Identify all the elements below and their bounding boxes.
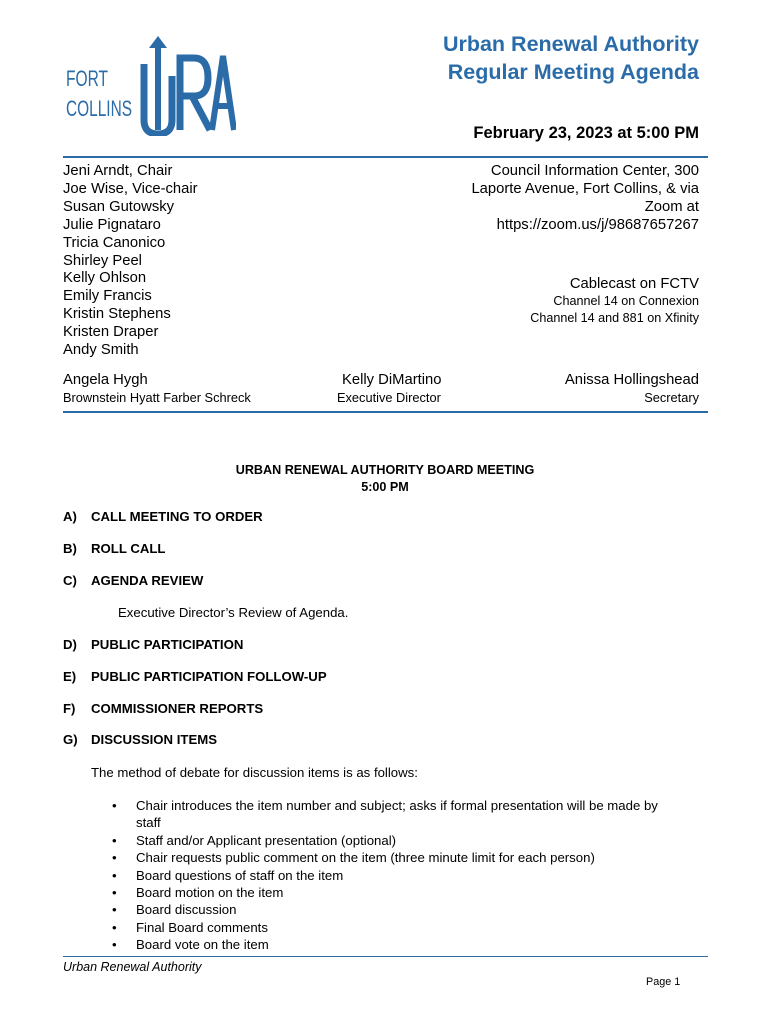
staff-divider [63, 411, 708, 413]
member-name: Andy Smith [63, 342, 139, 359]
location-line: Laporte Avenue, Fort Collins, & via [471, 180, 699, 197]
agenda-item-letter: F) [63, 701, 76, 716]
agenda-item-letter: D) [63, 637, 77, 652]
agenda-item-label: AGENDA REVIEW [91, 573, 204, 588]
list-item: • Chair introduces the item number and subject; asks if formal presentation will be made by staff [112, 797, 712, 832]
ura-logo [64, 34, 236, 136]
title-line-1: Urban Renewal Authority [442, 32, 699, 56]
meeting-location [471, 163, 699, 235]
footer-org: Urban Renewal Authority [63, 960, 202, 974]
board-meeting-heading [0, 462, 770, 496]
agenda-item [63, 669, 327, 684]
staff-name-attorney: Angela Hygh [63, 372, 148, 388]
agenda-item [63, 637, 243, 652]
list-item: • Board questions of staff on the item [112, 867, 712, 884]
board-meeting-title: URBAN RENEWAL AUTHORITY BOARD MEETING [235, 463, 535, 477]
board-meeting-time: 5:00 PM [361, 480, 409, 494]
staff-role-attorney: Brownstein Hyatt Farber Schreck [63, 390, 251, 405]
agenda-item-label: COMMISSIONER REPORTS [91, 701, 264, 716]
discussion-steps [112, 797, 712, 954]
agenda-title [443, 30, 699, 86]
agenda-item [63, 701, 263, 716]
list-item: • Board discussion [112, 901, 712, 918]
cablecast-info [530, 275, 699, 327]
header-divider [63, 156, 708, 158]
member-name: Joe Wise, Vice-chair [63, 180, 198, 197]
list-item: • Staff and/or Applicant presentation (optional) [112, 832, 712, 849]
list-item: • Chair requests public comment on the item (three minute limit for each person) [112, 849, 712, 866]
board-members-list [63, 163, 198, 360]
page-number: Page 1 [646, 976, 681, 988]
discussion-intro: The method of debate for discussion items is as follows: [91, 765, 418, 780]
agenda-item-letter: C) [63, 573, 77, 588]
agenda-item-label: DISCUSSION ITEMS [91, 732, 218, 747]
agenda-item [63, 509, 263, 524]
agenda-item-letter: A) [63, 509, 77, 524]
member-name: Kristen Draper [63, 324, 159, 341]
title-line-2: Regular Meeting Agenda [447, 60, 699, 84]
list-item: • Final Board comments [112, 919, 712, 936]
member-name: Tricia Canonico [63, 234, 166, 251]
logo-arrow-head [149, 36, 167, 48]
logo-collins: COLLINS [66, 96, 132, 121]
logo-fort: FORT [66, 66, 108, 91]
agenda-item-letter: B) [63, 541, 77, 556]
agenda-item-label: PUBLIC PARTICIPATION [91, 637, 244, 652]
agenda-review-note: Executive Director’s Review of Agenda. [118, 605, 349, 620]
list-item: • Board motion on the item [112, 884, 712, 901]
member-name: Kelly Ohlson [63, 270, 147, 287]
agenda-item-label: PUBLIC PARTICIPATION FOLLOW-UP [91, 669, 327, 684]
member-name: Jeni Arndt, Chair [63, 163, 173, 179]
cablecast-channel: Channel 14 on Connexion [553, 294, 699, 308]
cablecast-title: Cablecast on FCTV [569, 276, 699, 292]
member-name: Shirley Peel [63, 252, 142, 269]
agenda-item [63, 541, 165, 556]
agenda-item-letter: G) [63, 732, 78, 747]
member-name: Kristin Stephens [63, 306, 171, 323]
logo-r-shape [180, 58, 210, 130]
footer-divider [63, 956, 708, 957]
staff-name-director: Kelly DiMartino [342, 372, 442, 388]
location-line: Zoom at [644, 198, 699, 215]
cablecast-channel: Channel 14 and 881 on Xfinity [530, 311, 699, 325]
location-line: Council Information Center, 300 [490, 163, 699, 179]
agenda-item [63, 573, 203, 588]
staff-role-secretary: Secretary [644, 390, 699, 405]
logo-a-shape [212, 56, 234, 130]
member-name: Julie Pignataro [63, 216, 161, 233]
logo-graphic [64, 34, 236, 136]
member-name: Susan Gutowsky [63, 198, 175, 215]
meeting-date: February 23, 2023 at 5:00 PM [473, 124, 699, 142]
staff-name-secretary: Anissa Hollingshead [564, 372, 699, 388]
zoom-link[interactable]: https://zoom.us/j/98687657267 [496, 216, 699, 233]
agenda-item-letter: E) [63, 669, 77, 684]
staff-role-director: Executive Director [337, 390, 441, 405]
agenda-item-label: CALL MEETING TO ORDER [91, 509, 263, 524]
agenda-item-label: ROLL CALL [91, 541, 166, 556]
list-item: • Board vote on the item [112, 936, 712, 953]
member-name: Emily Francis [63, 288, 152, 305]
agenda-item [63, 732, 217, 747]
